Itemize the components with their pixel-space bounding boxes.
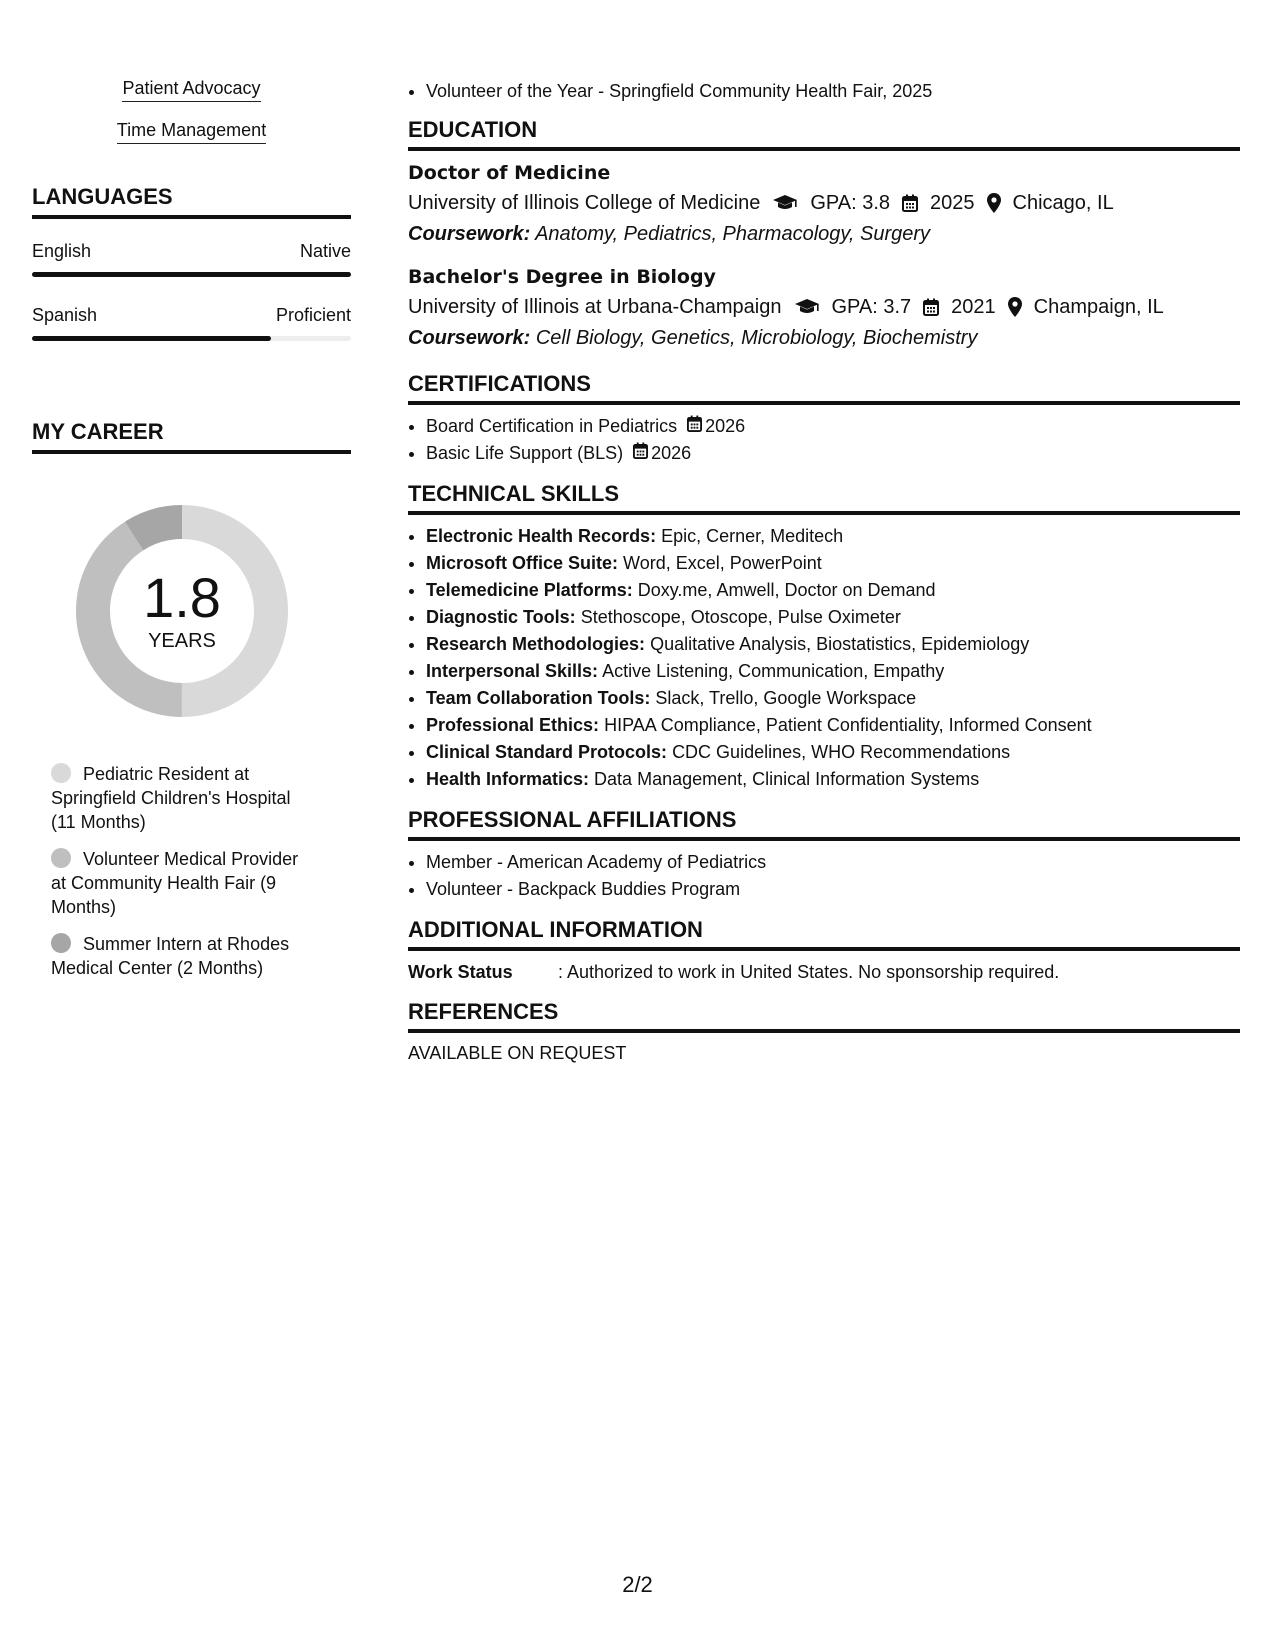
language-name: Spanish (32, 305, 98, 325)
language-bar-fill (32, 336, 271, 341)
work-status-label: Work Status (408, 962, 513, 982)
additional-info-section (408, 917, 1240, 985)
skill-label: Clinical Standard Protocols: (426, 742, 668, 762)
school-location: Champaign, IL (1033, 296, 1164, 318)
skill-value: Slack, Trello, Google Workspace (655, 688, 917, 708)
certification-item (426, 413, 1240, 440)
language-level: Native (299, 241, 351, 261)
skill-tag: Time Management (117, 120, 266, 144)
calendar-icon (902, 194, 918, 212)
career-item-text: Volunteer Medical Provider at Community Health Fair (9 Months) (51, 849, 299, 917)
coursework (408, 323, 1240, 353)
skill-value: Doxy.me, Amwell, Doctor on Demand (637, 580, 936, 600)
skill-item (426, 685, 1240, 712)
skill-value: Qualitative Analysis, Biostatistics, Epidemiology (650, 634, 1030, 654)
certification-item (426, 440, 1240, 467)
career-item (51, 762, 316, 834)
languages-heading: LANGUAGES (32, 184, 351, 219)
skill-item (426, 550, 1240, 577)
awards-list (408, 78, 1240, 105)
technical-skills-list (408, 523, 1240, 793)
language-name: English (32, 241, 92, 261)
work-status-value: : Authorized to work in United States. No sponsorship required. (558, 962, 1060, 982)
career-item-text: Pediatric Resident at Springfield Children's Hospital (11 Months) (51, 764, 291, 832)
skill-item (426, 658, 1240, 685)
career-donut-chart (67, 496, 297, 726)
school-name: University of Illinois College of Medicine (408, 192, 761, 214)
graduation-year: 2021 (951, 296, 996, 318)
additional-info-heading: ADDITIONAL INFORMATION (408, 917, 1240, 951)
calendar-icon (633, 440, 651, 467)
map-pin-icon (1008, 297, 1022, 317)
main-content (408, 78, 1240, 1064)
education-item (408, 263, 1240, 353)
page-number: 2/2 (622, 1572, 653, 1597)
skill-value: HIPAA Compliance, Patient Confidentiality, Informed Consent (604, 715, 1092, 735)
technical-skills-heading: TECHNICAL SKILLS (408, 481, 1240, 515)
certification-year: 2026 (705, 416, 746, 436)
certifications-list (408, 413, 1240, 467)
education-item (408, 159, 1240, 249)
education-details (408, 187, 1240, 219)
affiliation-item: • Volunteer - Backpack Buddies Program (426, 876, 1240, 903)
certification-name: Board Certification in Pediatrics (426, 416, 678, 436)
certification-year: 2026 (651, 443, 692, 463)
skill-value: Data Management, Clinical Information Systems (594, 769, 980, 789)
language-bar (32, 336, 351, 341)
work-status-row (408, 959, 1240, 985)
skill-tags (32, 78, 351, 144)
career-total-unit: YEARS (148, 630, 216, 652)
sidebar (32, 78, 351, 993)
technical-skills-section (408, 481, 1240, 793)
references-section (408, 999, 1240, 1064)
language-row (32, 241, 351, 277)
language-level: Proficient (275, 305, 351, 325)
affiliation-item: • Member - American Academy of Pediatrics (426, 849, 1240, 876)
graduation-year: 2025 (930, 192, 975, 214)
legend-dot (51, 848, 71, 868)
skill-label: Health Informatics: (426, 769, 590, 789)
career-total-value: 1.8 (143, 566, 221, 629)
skill-label: Team Collaboration Tools: (426, 688, 651, 708)
references-text: AVAILABLE ON REQUEST (408, 1043, 627, 1063)
coursework-label: Coursework: (408, 223, 531, 245)
skill-label: Telemedicine Platforms: (426, 580, 633, 600)
affiliations-heading: PROFESSIONAL AFFILIATIONS (408, 807, 1240, 841)
gpa: GPA: 3.8 (810, 192, 891, 214)
graduation-cap-icon (772, 194, 798, 212)
skill-value: Active Listening, Communication, Empathy (602, 661, 945, 681)
skill-label: Microsoft Office Suite: (426, 553, 619, 573)
affiliations-section (408, 807, 1240, 903)
career-item (51, 932, 316, 980)
skill-label: Diagnostic Tools: (426, 607, 576, 627)
affiliations-list (408, 849, 1240, 903)
skill-value: CDC Guidelines, WHO Recommendations (672, 742, 1011, 762)
career-heading: MY CAREER (32, 419, 351, 454)
references-heading: REFERENCES (408, 999, 1240, 1033)
certifications-section (408, 371, 1240, 467)
education-heading: EDUCATION (408, 117, 1240, 151)
degree-title: Doctor of Medicine (408, 162, 611, 184)
skill-item (426, 631, 1240, 658)
skill-value: Epic, Cerner, Meditech (661, 526, 844, 546)
career-item (51, 847, 316, 919)
skill-label: Professional Ethics: (426, 715, 600, 735)
education-details (408, 291, 1240, 323)
language-bar (32, 272, 351, 277)
skill-label: Research Methodologies: (426, 634, 646, 654)
skill-item (426, 712, 1240, 739)
skill-value: Word, Excel, PowerPoint (623, 553, 822, 573)
coursework-list: Cell Biology, Genetics, Microbiology, Biochemistry (535, 327, 978, 349)
career-total (67, 566, 297, 653)
language-bar-fill (32, 272, 351, 277)
certification-name: Basic Life Support (BLS) (426, 443, 624, 463)
skill-item (426, 523, 1240, 550)
school-location: Chicago, IL (1012, 192, 1114, 214)
certifications-heading: CERTIFICATIONS (408, 371, 1240, 405)
language-row (32, 305, 351, 341)
calendar-icon (923, 298, 939, 316)
gpa: GPA: 3.7 (831, 296, 912, 318)
award-item: • Volunteer of the Year - Springfield Community Health Fair, 2025 (426, 78, 1240, 105)
skill-item (426, 604, 1240, 631)
career-legend (51, 762, 316, 980)
map-pin-icon (987, 193, 1001, 213)
school-name: University of Illinois at Urbana-Champaign (408, 296, 782, 318)
coursework-list: Anatomy, Pediatrics, Pharmacology, Surgery (535, 223, 931, 245)
coursework (408, 219, 1240, 249)
skill-item (426, 577, 1240, 604)
legend-dot (51, 763, 71, 783)
skill-item (426, 766, 1240, 793)
degree-title: Bachelor's Degree in Biology (408, 266, 716, 288)
skill-label: Interpersonal Skills: (426, 661, 599, 681)
skill-value: Stethoscope, Otoscope, Pulse Oximeter (580, 607, 901, 627)
coursework-label: Coursework: (408, 327, 531, 349)
skill-tag: Patient Advocacy (122, 78, 260, 102)
skill-item (426, 739, 1240, 766)
career-item-text: Summer Intern at Rhodes Medical Center (2 Months) (51, 934, 290, 978)
legend-dot (51, 933, 71, 953)
education-section (408, 117, 1240, 353)
calendar-icon (687, 413, 705, 440)
skill-label: Electronic Health Records: (426, 526, 657, 546)
graduation-cap-icon (794, 298, 820, 316)
